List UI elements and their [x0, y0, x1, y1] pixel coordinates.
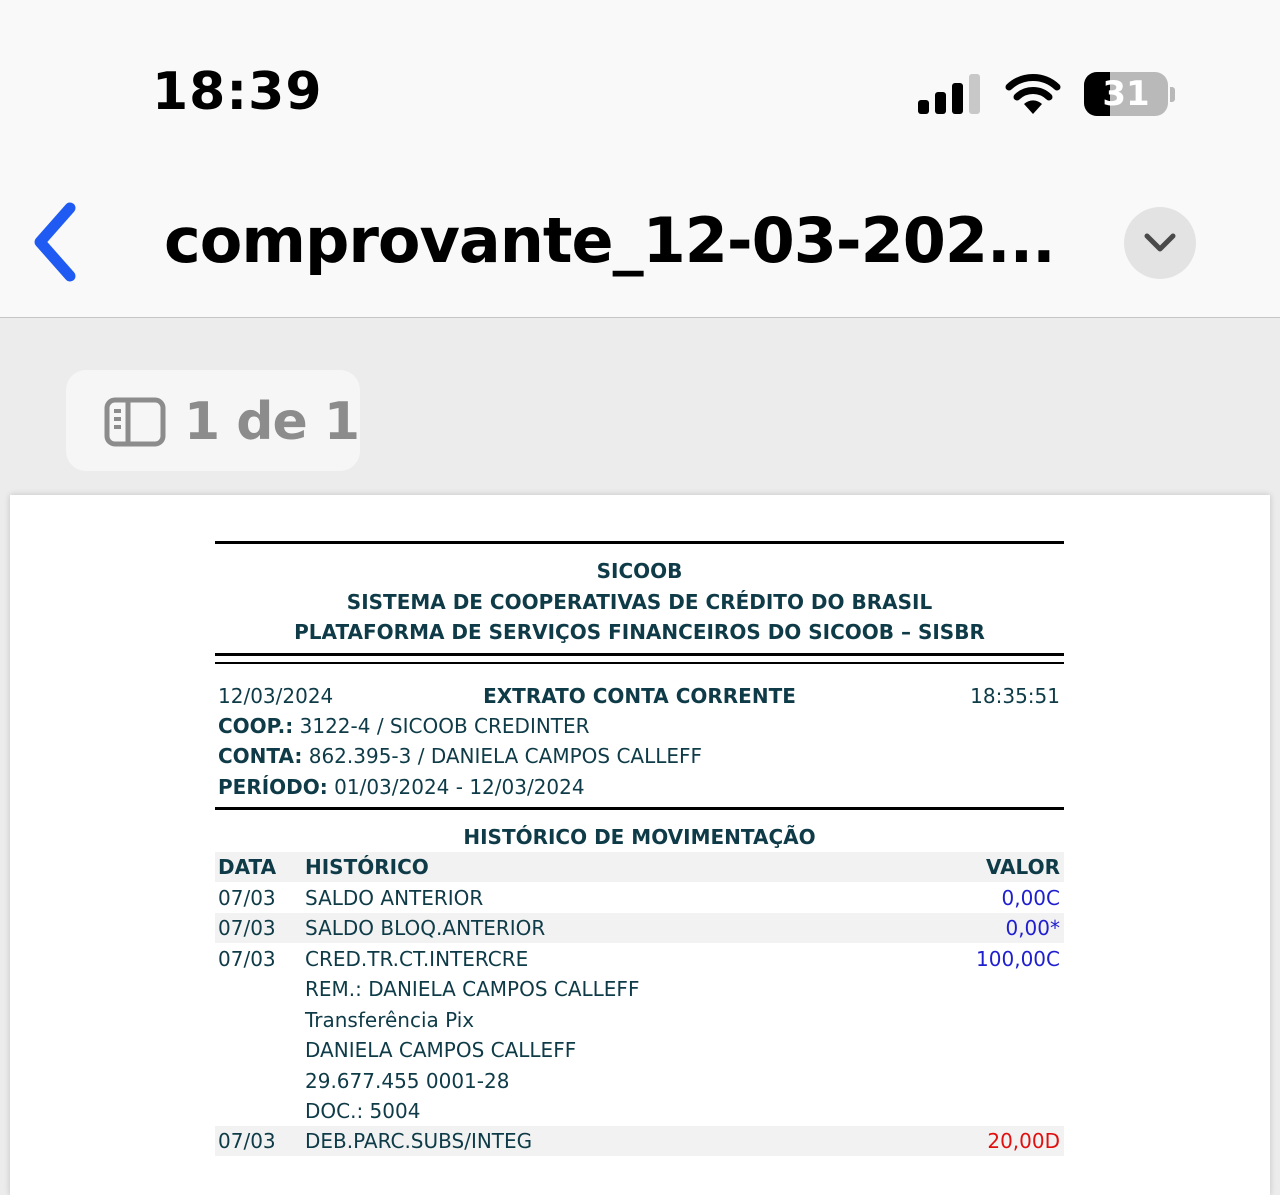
- row-date: 07/03: [218, 916, 276, 940]
- conta-label: CONTA:: [218, 744, 303, 768]
- row-history: Transferência Pix: [305, 1008, 475, 1032]
- column-history: HISTÓRICO: [305, 855, 429, 879]
- navigation-bar: [0, 160, 1280, 318]
- statement-title: EXTRATO CONTA CORRENTE: [483, 684, 796, 708]
- row-history: SALDO BLOQ.ANTERIOR: [305, 916, 546, 940]
- status-time: 18:39: [152, 62, 323, 122]
- coop-label: COOP.:: [218, 714, 294, 738]
- cellular-signal-icon: [918, 74, 982, 114]
- statement-time: 18:35:51: [970, 684, 1060, 708]
- divider: [215, 541, 1064, 544]
- table-row-detail: [215, 1005, 1064, 1035]
- sidebar-icon: [104, 397, 166, 447]
- statement-date: 12/03/2024: [218, 684, 334, 708]
- periodo-label: PERÍODO:: [218, 775, 328, 799]
- column-date: DATA: [218, 855, 277, 879]
- row-history: DEB.PARC.SUBS/INTEG: [305, 1129, 533, 1153]
- back-chevron-icon[interactable]: [26, 200, 86, 284]
- row-date: 07/03: [218, 947, 276, 971]
- table-row-detail: [215, 974, 1064, 1004]
- table-row: [215, 883, 1064, 913]
- divider: [215, 662, 1064, 664]
- divider: [215, 807, 1064, 810]
- table-row-detail: [215, 1035, 1064, 1065]
- divider: [215, 653, 1064, 656]
- section-title: HISTÓRICO DE MOVIMENTAÇÃO: [463, 825, 816, 849]
- coop-line: [218, 714, 590, 738]
- table-row-detail: [215, 1096, 1064, 1126]
- battery-icon: [1084, 72, 1168, 116]
- header-line-1: SICOOB: [596, 559, 683, 583]
- header-line-2: SISTEMA DE COOPERATIVAS DE CRÉDITO DO BRASIL: [346, 590, 933, 614]
- row-history: DANIELA CAMPOS CALLEFF: [305, 1038, 577, 1062]
- table-row: [215, 1126, 1064, 1156]
- page-counter-button[interactable]: [66, 370, 360, 471]
- table-row-detail: [215, 1066, 1064, 1096]
- table-row: [215, 913, 1064, 943]
- row-history: 29.677.455 0001-28: [305, 1069, 510, 1093]
- wifi-icon: [1004, 72, 1062, 116]
- row-history: CRED.TR.CT.INTERCRE: [305, 947, 529, 971]
- row-date: 07/03: [218, 1129, 276, 1153]
- header-line-3: PLATAFORMA DE SERVIÇOS FINANCEIROS DO SICOOB – SISBR: [294, 620, 985, 644]
- row-value: 100,00C: [976, 947, 1060, 971]
- row-history: DOC.: 5004: [305, 1099, 421, 1123]
- table-row: [215, 944, 1064, 974]
- document-title: comprovante_12-03-202...: [164, 204, 1055, 277]
- document-page: [10, 495, 1270, 1195]
- row-history: SALDO ANTERIOR: [305, 886, 484, 910]
- periodo-value: 01/03/2024 - 12/03/2024: [334, 775, 585, 799]
- row-value: 20,00D: [987, 1129, 1060, 1153]
- row-date: 07/03: [218, 886, 276, 910]
- chevron-down-icon: [1142, 229, 1178, 257]
- battery-tip: [1170, 87, 1175, 102]
- row-history: REM.: DANIELA CAMPOS CALLEFF: [305, 977, 640, 1001]
- row-value: 0,00*: [1005, 916, 1060, 940]
- coop-value: 3122-4 / SICOOB CREDINTER: [299, 714, 590, 738]
- battery-level: 31: [1102, 74, 1150, 114]
- conta-line: [218, 744, 702, 768]
- periodo-line: [218, 775, 585, 799]
- conta-value: 862.395-3 / DANIELA CAMPOS CALLEFF: [308, 744, 703, 768]
- column-value: VALOR: [985, 855, 1060, 879]
- status-bar: [0, 0, 1280, 160]
- table-header: [215, 852, 1064, 882]
- title-menu-button[interactable]: [1124, 207, 1196, 279]
- page-count: 1 de 1: [184, 392, 360, 452]
- row-value: 0,00C: [1001, 886, 1060, 910]
